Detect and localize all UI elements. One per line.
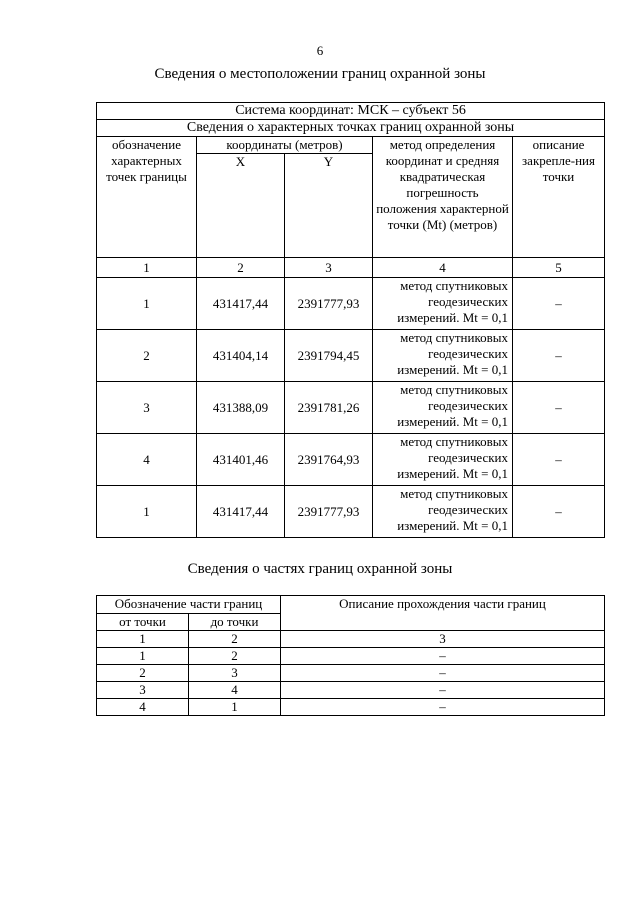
part-from: 2 [97, 665, 189, 682]
point-description: – [513, 486, 605, 538]
part-from: 3 [97, 682, 189, 699]
header-y: Y [285, 154, 373, 258]
part-to: 3 [189, 665, 281, 682]
col-number-2: 2 [189, 631, 281, 648]
table-row [97, 665, 605, 682]
part-description: – [281, 682, 605, 699]
parts-heading: Сведения о частях границ охранной зоны [187, 561, 453, 577]
part-description: – [281, 665, 605, 682]
point-id: 2 [97, 330, 197, 382]
point-id: 1 [97, 486, 197, 538]
coord-y: 2391794,45 [285, 330, 373, 382]
point-description: – [513, 278, 605, 330]
method-text: метод спутниковых геодезических измерений. Mt = 0,1 [373, 278, 513, 330]
coord-x: 431417,44 [197, 486, 285, 538]
table-row [97, 682, 605, 699]
part-description: – [281, 699, 605, 716]
page-number: 6 [316, 43, 324, 58]
point-id: 1 [97, 278, 197, 330]
points-table [96, 102, 605, 538]
table-row [97, 330, 605, 382]
table-row [97, 648, 605, 665]
method-text: метод спутниковых геодезических измерений. Mt = 0,1 [373, 330, 513, 382]
coord-x: 431404,14 [197, 330, 285, 382]
header-x: X [197, 154, 285, 258]
table-row [97, 278, 605, 330]
location-heading: Сведения о местоположении границ охранной зоны [154, 66, 486, 82]
point-description: – [513, 330, 605, 382]
part-to: 4 [189, 682, 281, 699]
header-part-description: Описание прохождения части границ [281, 596, 605, 631]
coord-y: 2391777,93 [285, 278, 373, 330]
part-to: 1 [189, 699, 281, 716]
coord-x: 431401,46 [197, 434, 285, 486]
header-from: от точки [97, 614, 189, 631]
point-id: 4 [97, 434, 197, 486]
header-coordinates: координаты (метров) [197, 137, 373, 154]
header-designation: обозначение характерных точек границы [97, 137, 197, 258]
coord-x: 431417,44 [197, 278, 285, 330]
point-description: – [513, 434, 605, 486]
coord-y: 2391777,93 [285, 486, 373, 538]
col-number-1: 1 [97, 631, 189, 648]
table-row [97, 699, 605, 716]
point-description: – [513, 382, 605, 434]
col-number-3: 3 [285, 258, 373, 278]
coord-y: 2391764,93 [285, 434, 373, 486]
part-description: – [281, 648, 605, 665]
col-number-3: 3 [281, 631, 605, 648]
col-number-2: 2 [197, 258, 285, 278]
coord-system-caption: Система координат: МСК – субъект 56 [97, 103, 605, 120]
parts-table [96, 595, 605, 716]
header-description: описание закрепле-ния точки [513, 137, 605, 258]
part-to: 2 [189, 648, 281, 665]
col-number-5: 5 [513, 258, 605, 278]
method-text: метод спутниковых геодезических измерений. Mt = 0,1 [373, 434, 513, 486]
coord-x: 431388,09 [197, 382, 285, 434]
points-caption: Сведения о характерных точках границ охранной зоны [97, 120, 605, 137]
table-row [97, 382, 605, 434]
point-id: 3 [97, 382, 197, 434]
method-text: метод спутниковых геодезических измерений. Mt = 0,1 [373, 382, 513, 434]
table-row [97, 434, 605, 486]
coord-y: 2391781,26 [285, 382, 373, 434]
part-from: 1 [97, 648, 189, 665]
header-method: метод определения координат и средняя квадратическая погрешность положения характерной точки (Mt) (метров) [373, 137, 513, 258]
header-to: до точки [189, 614, 281, 631]
table-row [97, 486, 605, 538]
part-from: 4 [97, 699, 189, 716]
col-number-4: 4 [373, 258, 513, 278]
header-part-designation: Обозначение части границ [97, 596, 281, 614]
method-text: метод спутниковых геодезических измерений. Mt = 0,1 [373, 486, 513, 538]
col-number-1: 1 [97, 258, 197, 278]
